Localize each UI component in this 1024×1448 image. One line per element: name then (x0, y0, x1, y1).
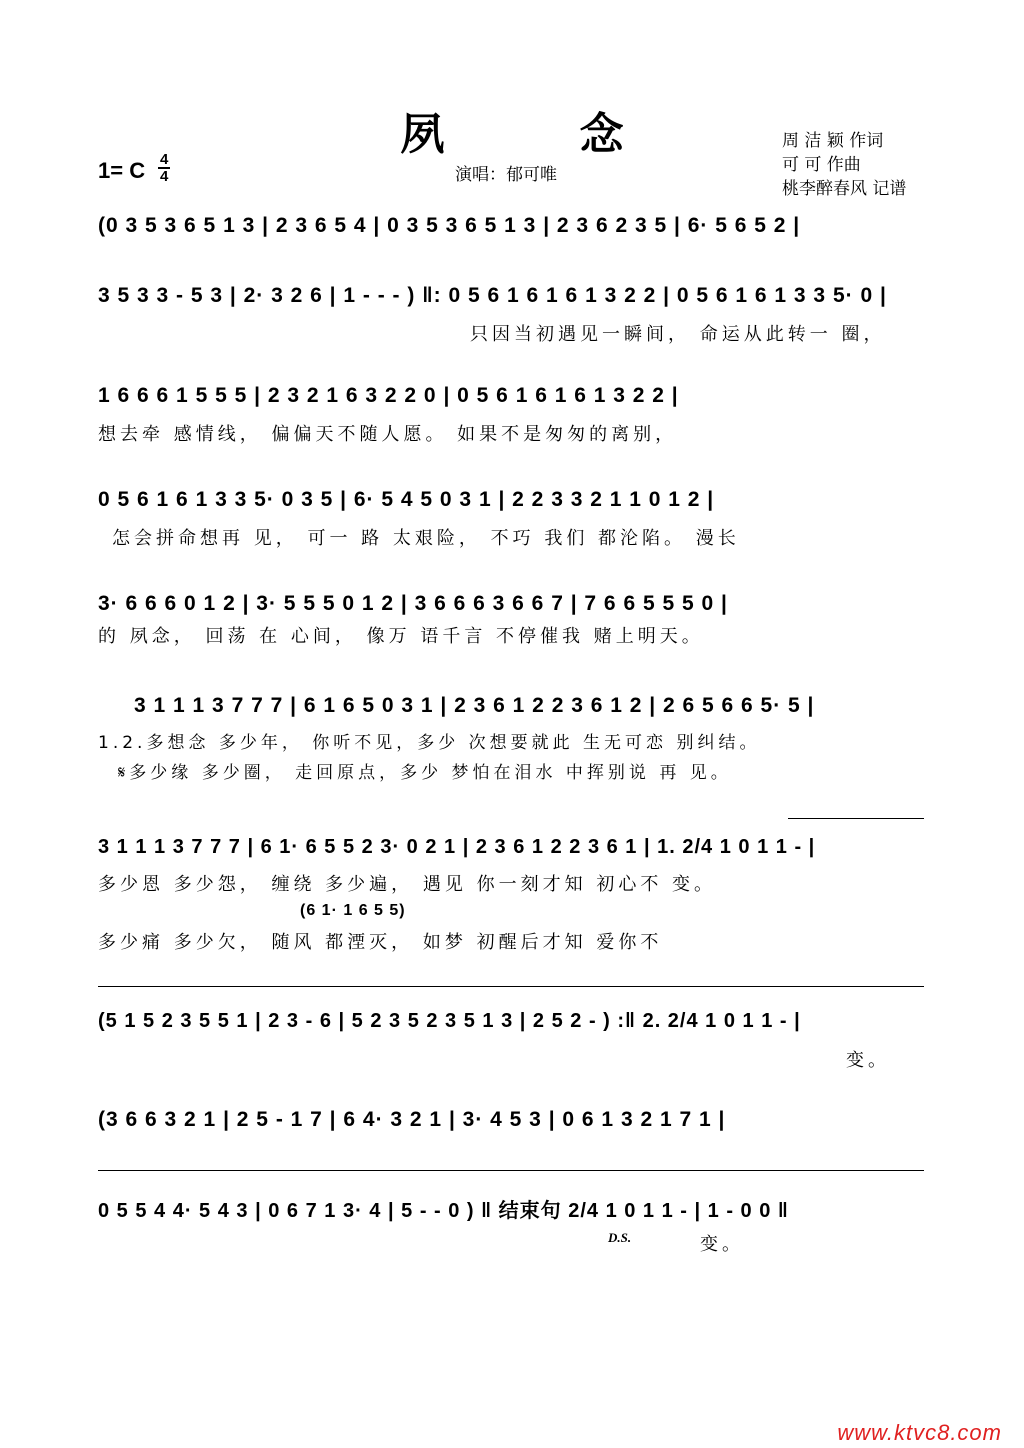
singer-credit: 演唱：郁可唯 (455, 165, 557, 185)
notation-line-8: (5 1 5 2 3 5 5 1 | 2 3 - 6 | 5 2 3 5 2 3 5 1 3 | 2 5 2 - ) :‖ 2. 2/4 1 0 1 1 - | (98, 1010, 801, 1032)
lyric-line-6a: 1.2.多想念 多少年， 你听不见，多少 次想要就此 生无可恋 别纠结。 (98, 733, 761, 753)
notation-line-9: (3 6 6 3 2 1 | 2 5 - 1 7 | 6 4· 3 2 1 | 3· 4 5 3 | 0 6 1 3 2 1 7 1 | (98, 1108, 726, 1131)
first-ending-bracket (788, 818, 924, 819)
notation-line-10: 0 5 5 4 4· 5 4 3 | 0 6 7 1 3· 4 | 5 - - 0 ) ‖ 结束句 2/4 1 0 1 1 - | 1 - 0 0 ‖ (98, 1200, 789, 1222)
lyric-line-10: 变。 (700, 1234, 744, 1255)
transcriber-credit: 桃李醉春风 记谱 (782, 179, 907, 199)
lyric-line-6b: 𝄋多少缘 多少圈， 走回原点，多少 梦怕在泪水 中挥别说 再 见。 (118, 763, 732, 783)
time-signature-bottom: 4 (160, 168, 169, 185)
notation-line-3: 1 6 6 6 1 5 5 5 | 2 3 2 1 6 3 2 2 0 | 0 5 6 1 6 1 6 1 3 2 2 | (98, 384, 679, 407)
notation-line-4: 0 5 6 1 6 1 3 3 5· 0 3 5 | 6· 5 4 5 0 3 1 | 2 2 3 3 2 1 1 0 1 2 | (98, 488, 715, 511)
system-rule-8 (98, 986, 924, 987)
time-signature (158, 152, 170, 184)
lyricist-credit: 周 洁 颖 作词 (782, 131, 884, 151)
song-title: 夙 念 (400, 109, 684, 160)
system-rule-10 (98, 1170, 924, 1171)
notation-line-2: 3 5 3 3 - 5 3 | 2· 3 2 6 | 1 - - - ) ‖: 0 5 6 1 6 1 6 1 3 2 2 | 0 5 6 1 6 1 3 3 5· 0 | (98, 284, 887, 307)
composer-credit: 可 可 作曲 (782, 155, 861, 175)
dal-segno-mark: D.S. (608, 1230, 632, 1245)
lyric-line-3: 想去牵 感情线， 偏偏天不随人愿。 如果不是匆匆的离别， (98, 424, 678, 445)
lyric-line-2: 只因当初遇见一瞬间， 命运从此转一 圈， (470, 324, 886, 345)
lyric-line-8: 变。 (846, 1050, 890, 1071)
alt-notation-7: (6 1· 1 6 5 5) (300, 902, 406, 919)
notation-line-6: 3 1 1 1 3 7 7 7 | 6 1 6 5 0 3 1 | 2 3 6 1 2 2 3 6 1 2 | 2 6 5 6 6 5· 5 | (134, 694, 815, 717)
key-signature: 1= C (98, 158, 146, 183)
lyric-line-7b: 多少痛 多少欠， 随风 都湮灭， 如梦 初醒后才知 爱你不 (98, 932, 663, 953)
notation-line-1: (0 3 5 3 6 5 1 3 | 2 3 6 5 4 | 0 3 5 3 6 5 1 3 | 2 3 6 2 3 5 | 6· 5 6 5 2 | (98, 214, 801, 237)
lyric-line-7a: 多少恩 多少怨， 缠绕 多少遍， 遇见 你一刻才知 初心不 变。 (98, 874, 717, 895)
notation-line-7: 3 1 1 1 3 7 7 7 | 6 1· 6 5 5 2 3· 0 2 1 | 2 3 6 1 2 2 3 6 1 | 1. 2/4 1 0 1 1 - | (98, 836, 816, 858)
site-watermark: www.ktvc8.com (837, 1420, 1002, 1445)
lyric-line-4: 怎会拼命想再 见， 可一 路 太艰险， 不巧 我们 都沦陷。 漫长 (112, 528, 740, 549)
lyric-line-5: 的 夙念， 回荡 在 心间， 像万 语千言 不停催我 赌上明天。 (98, 626, 704, 647)
notation-line-5: 3· 6 6 6 0 1 2 | 3· 5 5 5 0 1 2 | 3 6 6 6 3 6 6 7 | 7 6 6 5 5 5 0 | (98, 592, 728, 615)
time-signature-top: 4 (160, 151, 169, 168)
